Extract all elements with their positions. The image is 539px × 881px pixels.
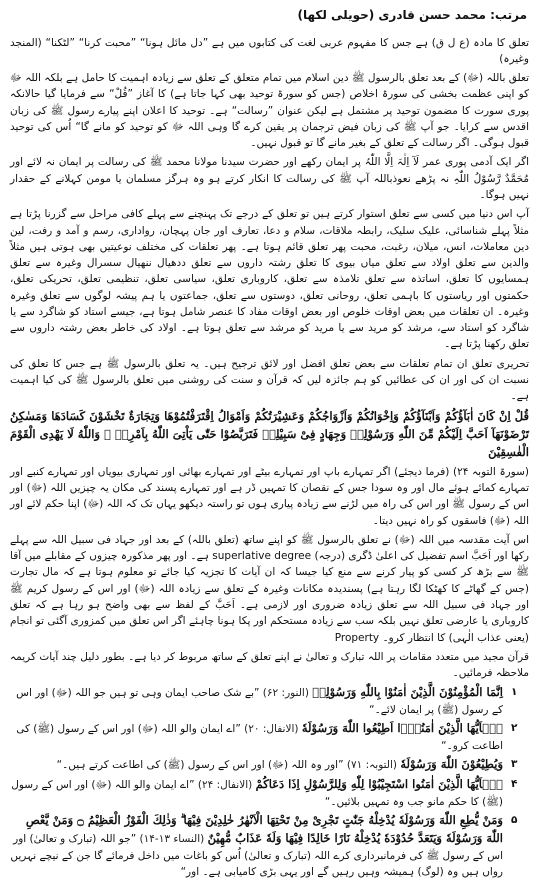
english-term: Property (334, 631, 380, 644)
verse-item (10, 812, 529, 880)
verse-list (10, 684, 529, 880)
verse-reference: (التوبہ: ۷۱) (346, 759, 398, 772)
paragraph-importance: تعلق باللہ (ﷻ) کے بعد تعلق بالرسول ﷺ دین اسلام میں تمام متعلق کے تعلق سے زیادہ اہمیت کا حامل ہے بلکہ اللہ ﷻ کو اپنی عظمت بخشی کی سورۃ اخلاص (جس کو سورۃ توحید بھی کہا جاتا ہے) کا آغاز ”قُلْ“ سے فرمایا گیا حالانکہ پوری سورت کا مضمون توحید پر مشتمل ہے لیکن عنوان ”رسالت“ ہے۔ توحید کا اعلان اپنے پیارے رسول ﷺ کی زبان اقدس سے کرایا۔ جو آپ ﷺ کی زبان فیض ترجمان پر یقین کرے گا وہی اللہ ﷻ کو توحید کو مانے گا“ اُس کی توحید قبول ہوگی۔ اگر رسالت کے تعلق کے بغیر مانے گا تو قبول نہیں۔ (10, 72, 529, 150)
verse-item (10, 684, 529, 718)
paragraph-preference: تحریری تعلق ان تمام تعلقات سے بعض تعلق افضل اور لائق ترجیح ہیں۔ یہ تعلق بالرسول ﷺ ہے جس کا تعلق کی نسبت ان کی اور ان کی عطائیں کو ہم جائزہ لیں کہ قرآن و سنت کی روشنی میں تعلق بالرسول ﷺ کی کیا اہمیت ہے۔ (10, 357, 529, 403)
verse-arabic: يٰۤاَيُّهَا الَّذِيْنَ اٰمَنُوْۤا اَطِيْعُوا اللّٰهَ وَرَسُوْلَهٗ (301, 721, 503, 736)
quran-translation-tawbah: (سورۃ التوبہ ۲۴) (فرما دیجئے) اگر تمہارے باپ اور تمہارے بیٹے اور تمہارے بھائی اور تمہاری بیویاں اور تمہارے کنبے اور تمہارے کمائے ہوئے مال اور وہ سودا جس کے نقصان کا تمہیں ڈر ہے اور تمہارے پسند کی مکان یہ چیزیں اللہ (ﷻ) اور اس کے رسول ﷺ اور اس کی راہ میں لڑنے سے زیادہ پیاری ہوں تو راستہ دیکھو یہاں تک کہ اللہ (ﷻ) اپنا حکم لائے اور اللہ (ﷻ) فاسقوں کو راہ نہیں دیتا۔ (10, 465, 529, 527)
verse-item (10, 776, 529, 810)
verse-number: ۴ (511, 778, 518, 791)
verse-number: ۲ (511, 722, 518, 735)
paragraph-analysis (10, 532, 529, 646)
verse-item (10, 720, 529, 754)
verse-reference: (الانفال: ۲۰) (244, 723, 299, 736)
verse-translation: ”اے ایمان والو اللہ (ﷻ) اور اس کے رسول (ﷺ) کی اطاعت کرو۔“ (16, 723, 503, 753)
verse-translation: ”جو اللہ (تبارک و تعالیٰ) اور اس کے رسول ﷺ کی فرمانبرداری کرے اللہ (تبارک و تعالیٰ) اُس کو باغات میں داخل فرمائے گا جن کے نیچے نہریں رواں ہیں وہ (لوگ) ہمیشہ وہیں رہیں گے اور یہی بڑی کامیابی ہے۔ اور“ (10, 833, 503, 879)
verse-translation: ”اے ایمان والو اللہ (ﷻ) اور اس کے رسول (ﷺ) کا حکم مانو جب وہ تمہیں بلائیں۔“ (11, 779, 503, 809)
verse-arabic: وَمَنْ يُّطِعِ اللّٰهَ وَرَسُوْلَهٗ يُدْخِلْهُ جَنّٰتٍ تَجْرِىْ مِنْ تَحْتِهَا الْاَنْهٰرُ خٰلِدِيْنَ فِيْهَا ۗ وَذٰلِكَ الْفَوْزُ الْعَظِيْمُ ۝ وَمَنْ يَّعْصِ اللّٰهَ وَرَسُوْلَهٗ وَيَتَعَدَّ حُدُوْدَهٗ يُدْخِلْهُ نَارًا خَالِدًا فِيْهَا وَلَهٗ عَذَابٌ مُّهِيْنٌ (25, 813, 503, 846)
verse-reference: (النور: ۶۲) (262, 687, 309, 700)
verse-arabic: يٰۤاَيُّهَا الَّذِيْنَ اٰمَنُوا اسْتَجِيْبُوْا لِلّٰهِ وَلِلرَّسُوْلِ اِذَا دَعَاكُمْ (255, 777, 503, 792)
verse-translation: ”بے شک صاحب ایمان وہی تو ہیں جو اللہ (ﷻ) اور اس کے رسول (ﷺ) پر ایمان لائے۔“ (16, 687, 503, 717)
paragraph-relations: آپ اس دنیا میں کسی سے تعلق استوار کرتے ہیں تو تعلق کے درجے تک پہنچنے سے پہلے کافی مراحل سے گزرنا پڑتا ہے مثلاً پہلے شناسائی، علیک سلیک، رابطہ ملاقات، سلام و دعا، تعارف اور جان پہچان، رواداری، رسم و آمد و رفت، لین دین معاملات، انس، میلان، رغبت، محبت پھر تعلق قائم ہوتا ہے۔ پھر تعلقات کی مختلف نوعیتیں بھی ہوتی ہیں مثلاً والدین سے تعلق اولاد سے تعلق میاں بیوی کا تعلق رشتہ داروں سے تعلق ددھیال ننھیال سسرال وغیرہ سے تعلق ہمسایوں کا تعلق، اساتذہ سے تعلق تلامذہ سے تعلق، کاروباری تعلق، سیاسی تعلق، تنظیمی تعلق، تحریکی تعلق، حکمتوں اور ریاستوں کا باہمی تعلق، روحانی تعلق، دوستوں سے تعلق، جماعتوں یا ہم پیشہ لوگوں سے تعلق وغیرہ وغیرہ۔ ان تعلقات میں بعض اوقات خلوص اور بعض اوقات مفاد کا عنصر شامل ہوتا ہے، جیسے استاد کو شاگرد سے یا شاگرد کو استاد سے، مرشد کو مرید سے یا مرید کو مرشد سے تعلق ہوتا ہے۔ اولاد کی خاطر بعض رشتہ داروں سے تعلق رکھنا پڑتا ہے۔ (10, 208, 529, 351)
paragraph-definition: تعلق کا مادہ (ع ل ق) ہے جس کا مفہوم عربی لغت کی کتابوں میں ہے ”دل مائل ہونا“ ”محبت کرنا“ ”لٹکنا“ (المنجد وغیرہ) (10, 36, 529, 65)
verse-number: ۱ (511, 686, 518, 699)
analysis-text: اس آیت مقدسہ میں اللہ (ﷻ) نے تعلق بالرسول ﷺ کو اپنے ساتھ (تعلق باللہ) کے بعد اور جہاد فی سبیل اللہ سے پہلے رکھا اور اَحَبَّ اسم تفضیل کی اعلیٰ ڈگری (درجہ) superlative degree ہے۔ اور پھر مذکورہ چیزوں کے مقابلے میں آقا ﷺ سے بڑھ کر کسی کو پیار کرنے سے منع کیا جیسا کہ ان آیات کا تجزیہ کیا جائے تو معلوم ہوتا ہے کہ مال تجارت (جس کے گھاٹے کا کھٹکا لگا رہتا ہے) پسندیدہ مکانات وغیرہ کے تعلق سے زیادہ اللہ (ﷻ) اور اس کے رسول کریم ﷺ اور جہاد فی سبیل اللہ سے تعلق زیادہ ضروری اور لازمی ہے۔ اَحَبَّ کے لفظ سے بھی واضح ہو رہا ہے کہ تعلق کاروباری یا عارضی تعلق نہیں بلکہ سب سے زیادہ مستحکم اور پکا ہونا چاہئے اگر اس تعلق میں کمزوری آگئی تو انجام (یعنی عذاب الٰہی) کا انتظار کرو۔ (10, 533, 529, 644)
paragraph-kalima: اگر ایک آدمی پوری عمر لَآ اِلٰہَ اِلَّا اللّٰہُ پر ایمان رکھے اور حضرت سیدنا مولانا محمد ﷺ کی رسالت پر ایمان نہ لائے اور مُحَمَّدٌ رَّسُوْلُ اللّٰہِ نہ پڑھے نعوذباللہ آپ ﷺ کی رسالت کا انکار کرتے ہو وہ ہرگز مسلمان یا مومن کہلانے کے حقدار نہیں ہوگا۔ (10, 156, 529, 201)
paragraph-intro-verses: قرآن مجید میں متعدد مقامات پر اللہ تبارک و تعالیٰ نے اپنے تعلق کے ساتھ مربوط کر دیا ہے۔ بطور دلیل چند آیات کریمہ ملاحظہ فرمائیں۔ (10, 650, 529, 680)
verse-arabic: اِنَّمَا الْمُؤْمِنُوْنَ الَّذِيْنَ اٰمَنُوْا بِاللّٰهِ وَرَسُوْلِهٖ (312, 685, 503, 700)
verse-item (10, 756, 529, 774)
verse-number: ۵ (511, 814, 518, 827)
verse-reference: (النساء ۱۳-۱۴) (139, 833, 205, 846)
verse-translation: ”اور وہ اللہ (ﷻ) اور اس کے رسول (ﷺ) کی اطاعت کرتے ہیں۔“ (56, 759, 344, 772)
compiler-line: مرتب: محمد حسن قادری (حویلی لکھا) (297, 8, 527, 22)
quran-verse-tawbah: قُلْ اِنْ كَانَ اٰبَآؤُكُمْ وَاَبْنَآؤُكُمْ وَاِخْوَانُكُمْ وَاَزْوَاجُكُمْ وَعَشِيْرَتُكُمْ وَاَمْوَالُ اِقْتَرَفْتُمُوْهَا وَتِجَارَةٌ تَخْشَوْنَ كَسَادَهَا وَمَسٰكِنُ تَرْضَوْنَهَآ اَحَبَّ اِلَيْكُمْ مِّنَ اللّٰهِ وَرَسُوْلِهٖ وَجِهَادٍ فِىْ سَبِيْلِهٖ فَتَرَبَّصُوْا حَتّٰى يَاْتِىَ اللّٰهُ بِاَمْرِهٖ ۗ وَاللّٰهُ لَا يَهْدِى الْقَوْمَ الْفٰسِقِيْنَ (10, 409, 529, 460)
verse-reference: (الانفال: ۲۴) (197, 779, 253, 792)
verse-arabic: وَيُطِيْعُوْنَ اللّٰهَ وَرَسُوْلَهٗ (400, 757, 503, 772)
verse-number: ۳ (511, 758, 518, 771)
